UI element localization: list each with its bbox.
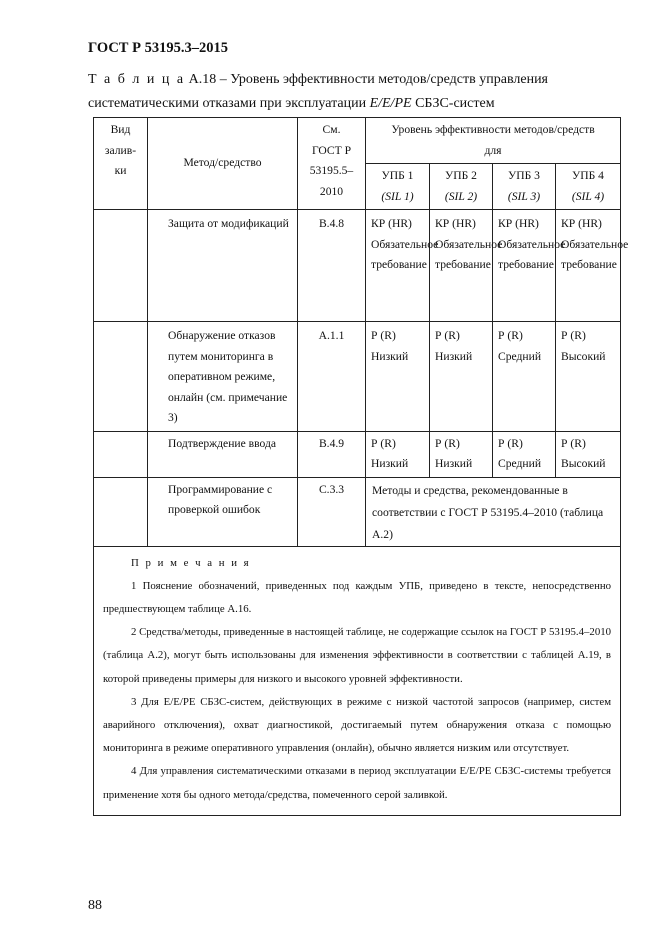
level-cell: Р (R) Высокий bbox=[556, 431, 621, 477]
table-row bbox=[94, 210, 621, 322]
reference-cell: С.3.3 bbox=[298, 477, 366, 546]
caption-prefix: Т а б л и ц а bbox=[88, 72, 186, 87]
table-row bbox=[94, 322, 621, 432]
level-cell: КР (HR) Обязательное требование bbox=[430, 210, 493, 322]
note-item: 3 Для Е/Е/РЕ СБЗС-систем, действующих в режиме с низкой частотой запросов (например, систем аварийного отключения), охват диагностикой, достигаемый путем обнаружения отказа с помощью мониторинга в режиме оперативного управления (онлайн), обычно является низким или отсутствует. bbox=[103, 695, 612, 755]
level-cell: Р (R) Средний bbox=[493, 431, 556, 477]
fill-cell bbox=[94, 477, 148, 546]
caption-text: – Уровень эффективности методов/средств управления систематическими отказами при эксплуатации bbox=[88, 72, 548, 111]
method-cell: Защита от модификаций bbox=[148, 210, 298, 322]
level-cell: Р (R) Низкий bbox=[366, 431, 430, 477]
reference-cell: В.4.9 bbox=[298, 431, 366, 477]
table-row bbox=[94, 431, 621, 477]
fill-cell bbox=[94, 210, 148, 322]
caption-italic-term: Е/Е/РЕ bbox=[369, 96, 412, 111]
reference-cell: А.1.1 bbox=[298, 322, 366, 432]
merged-recommendation-cell: Методы и средства, рекомендованные в соответствии с ГОСТ Р 53195.4–2010 (таблица А.2) bbox=[366, 477, 621, 546]
method-cell: Обнаружение отказов путем мониторинга в оперативном режиме, онлайн (см. примечание 3) bbox=[148, 322, 298, 432]
header-level-3: УПБ 3 (SIL 3) bbox=[493, 164, 556, 210]
header-level-group: Уровень эффективности методов/средств для bbox=[366, 118, 621, 164]
header-level-2: УПБ 2 (SIL 2) bbox=[430, 164, 493, 210]
header-reference: См. ГОСТ Р 53195.5– 2010 bbox=[298, 118, 366, 210]
table-row bbox=[94, 477, 621, 546]
method-cell: Подтверждение ввода bbox=[148, 431, 298, 477]
header-fill-type: Вид залив- ки bbox=[94, 118, 148, 210]
note-item: 1 Пояснение обозначений, приведенных под каждым УПБ, приведено в тексте, непосредственно предшествующем таблице А.16. bbox=[103, 579, 612, 615]
level-cell: КР (HR) Обязательное требование bbox=[556, 210, 621, 322]
caption-text-end: СБЗС-систем bbox=[411, 96, 495, 111]
reference-cell: В.4.8 bbox=[298, 210, 366, 322]
note-item: 4 Для управления систематическими отказами в период эксплуатации Е/Е/РЕ СБЗС-системы требуется применение хотя бы одного метода/средства, помеченного серой заливкой. bbox=[103, 765, 612, 801]
level-cell: Р (R) Низкий bbox=[366, 322, 430, 432]
level-cell: КР (HR) Обязательное требование bbox=[493, 210, 556, 322]
fill-cell bbox=[94, 322, 148, 432]
method-cell: Программирование с проверкой ошибок bbox=[148, 477, 298, 546]
notes-cell bbox=[94, 546, 621, 815]
caption-number: А.18 bbox=[188, 72, 217, 87]
fill-cell bbox=[94, 431, 148, 477]
header-level-1: УПБ 1 (SIL 1) bbox=[366, 164, 430, 210]
effectiveness-table bbox=[93, 117, 629, 816]
level-cell: КР (HR) Обязательное требование bbox=[366, 210, 430, 322]
table-header-row bbox=[94, 118, 621, 164]
document-header: ГОСТ Р 53195.3–2015 bbox=[88, 40, 228, 56]
page-number: 88 bbox=[88, 898, 102, 913]
level-cell: Р (R) Средний bbox=[493, 322, 556, 432]
level-cell: Р (R) Высокий bbox=[556, 322, 621, 432]
header-level-4: УПБ 4 (SIL 4) bbox=[556, 164, 621, 210]
header-method: Метод/средство bbox=[148, 118, 298, 210]
level-cell: Р (R) Низкий bbox=[430, 322, 493, 432]
notes-row bbox=[94, 546, 621, 815]
note-item: 2 Средства/методы, приведенные в настоящей таблице, не содержащие ссылок на ГОСТ Р 53195.4–2010 (таблица А.2), могут быть использованы для изменения эффективности в соответствии с таблицей А.19, в которой приведены примеры для низкого и высокого уровней эффективности. bbox=[103, 626, 612, 685]
notes-title: П р и м е ч а н и я bbox=[131, 556, 251, 569]
level-cell: Р (R) Низкий bbox=[430, 431, 493, 477]
table-caption bbox=[88, 68, 608, 116]
